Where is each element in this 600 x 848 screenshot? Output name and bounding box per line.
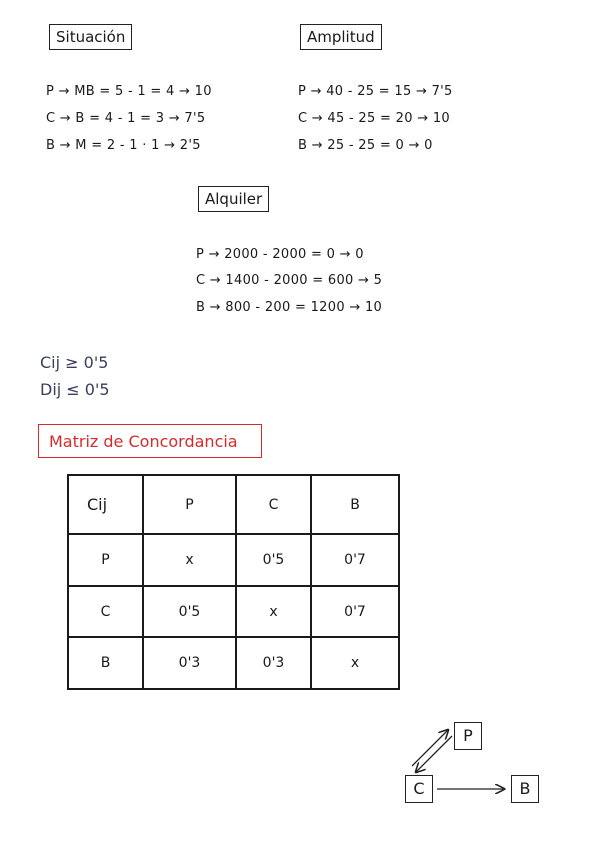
matrix-header-cell: C bbox=[236, 475, 311, 534]
alquiler-line-p: P → 2000 - 2000 = 0 → 0 bbox=[196, 247, 364, 262]
matrix-cell: x bbox=[236, 586, 311, 638]
matrix-title: Matriz de Concordancia bbox=[38, 424, 262, 458]
amplitud-line-c: C → 45 - 25 = 20 → 10 bbox=[298, 111, 450, 126]
matrix-cell: 0'3 bbox=[236, 637, 311, 689]
matrix-cell: 0'3 bbox=[143, 637, 236, 689]
situacion-line-b: B → M = 2 - 1 · 1 → 2'5 bbox=[46, 138, 201, 153]
concordance-matrix bbox=[67, 474, 400, 690]
matrix-row bbox=[68, 637, 399, 689]
graph-node-b: B bbox=[511, 775, 539, 803]
situacion-line-c: C → B = 4 - 1 = 3 → 7'5 bbox=[46, 111, 206, 126]
matrix-cell: x bbox=[143, 534, 236, 586]
matrix-cell: 0'5 bbox=[236, 534, 311, 586]
matrix-row bbox=[68, 534, 399, 586]
alquiler-title: Alquiler bbox=[198, 186, 269, 212]
matrix-cell: 0'7 bbox=[311, 534, 399, 586]
arrow-c-to-p bbox=[412, 730, 448, 766]
matrix-cell: 0'5 bbox=[143, 586, 236, 638]
graph-node-c: C bbox=[405, 775, 433, 803]
alquiler-line-b: B → 800 - 200 = 1200 → 10 bbox=[196, 300, 383, 315]
matrix-cell: 0'7 bbox=[311, 586, 399, 638]
situacion-line-p: P → MB = 5 - 1 = 4 → 10 bbox=[46, 84, 212, 99]
matrix-cell: x bbox=[311, 637, 399, 689]
matrix-row-label: P bbox=[68, 534, 143, 586]
situacion-title: Situación bbox=[49, 24, 132, 50]
amplitud-line-b: B → 25 - 25 = 0 → 0 bbox=[298, 138, 433, 153]
threshold-dij: Dij ≤ 0'5 bbox=[40, 380, 110, 399]
matrix-row-label: B bbox=[68, 637, 143, 689]
matrix-header-cell: B bbox=[311, 475, 399, 534]
matrix-header-cell: P bbox=[143, 475, 236, 534]
matrix-row bbox=[68, 586, 399, 638]
threshold-cij: Cij ≥ 0'5 bbox=[40, 353, 109, 372]
alquiler-line-c: C → 1400 - 2000 = 600 → 5 bbox=[196, 273, 383, 288]
matrix-row-label: C bbox=[68, 586, 143, 638]
matrix-header-row bbox=[68, 475, 399, 534]
arrow-p-to-c bbox=[416, 736, 452, 772]
amplitud-line-p: P → 40 - 25 = 15 → 7'5 bbox=[298, 84, 453, 99]
amplitud-title: Amplitud bbox=[300, 24, 382, 50]
graph-node-p: P bbox=[454, 722, 482, 750]
matrix-header-cell: Cij bbox=[68, 475, 143, 534]
